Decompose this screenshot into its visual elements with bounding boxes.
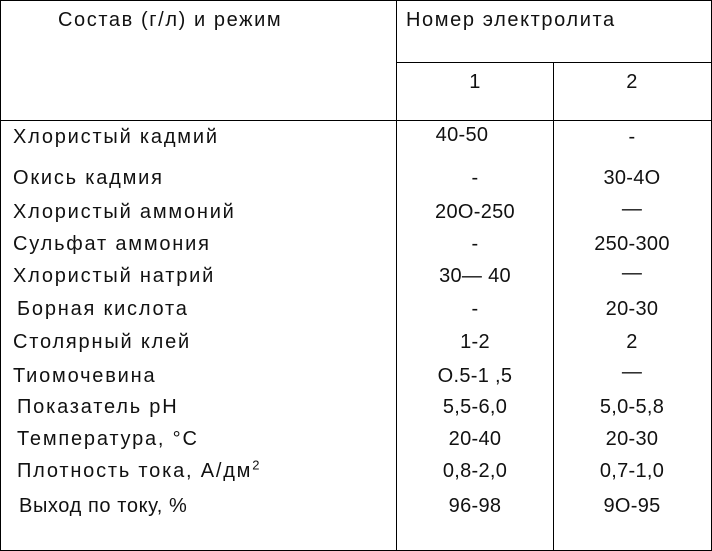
header-composition: Состав (г/л) и режим (58, 9, 283, 31)
row-value-2: — (621, 262, 643, 284)
row-label: Выход по току, % (19, 495, 188, 517)
row-value-2: 9О-95 (603, 495, 661, 517)
row-label: Хлористый натрий (13, 265, 216, 287)
row-value-2: 5,0-5,8 (599, 396, 665, 418)
row-label-superscript: 2 (252, 457, 262, 473)
row-value-2: — (621, 361, 643, 383)
row-value-1: О.5-1 ,5 (437, 365, 513, 387)
row-label: Хлористый аммоний (13, 201, 236, 223)
row-value-1: 20О-250 (435, 201, 515, 223)
header-col-2: 2 (626, 71, 638, 93)
row-value-1: - (471, 233, 479, 255)
row-value-1: - (471, 167, 479, 189)
header-divider (0, 120, 712, 121)
row-label (17, 459, 261, 483)
row-value-1: 30— 40 (439, 265, 511, 287)
row-value-1: 0,8-2,0 (442, 460, 508, 482)
row-value-1: 40-50 (435, 124, 489, 146)
row-value-1: 20-40 (448, 428, 502, 450)
row-value-2: - (628, 126, 636, 148)
row-value-2: 0,7-1,0 (599, 460, 665, 482)
row-value-1: - (471, 298, 479, 320)
row-label: Температура, °С (17, 428, 199, 450)
row-value-2: — (621, 198, 643, 220)
row-label: Окись кадмия (13, 167, 164, 189)
header-col-1: 1 (469, 71, 481, 93)
row-label: Сульфат аммония (13, 233, 211, 255)
row-value-2: 250-300 (594, 233, 670, 255)
row-label: Борная кислота (17, 298, 189, 320)
row-value-1: 96-98 (448, 495, 502, 517)
header-electrolyte-number: Номер электролита (406, 9, 616, 31)
row-value-2: 20-30 (605, 428, 659, 450)
row-value-1: 1-2 (460, 331, 490, 353)
row-label: Показатель pH (17, 396, 179, 418)
row-label-text: Плотность тока, А/дм (17, 460, 253, 482)
subheader-divider (396, 62, 712, 63)
row-value-1: 5,5-6,0 (442, 396, 508, 418)
row-value-2: 2 (626, 331, 638, 353)
row-label: Тиомочевина (13, 365, 157, 387)
row-label: Столярный клей (13, 331, 191, 353)
row-value-2: 30-4О (603, 167, 661, 189)
row-label: Хлористый кадмий (13, 126, 219, 148)
row-value-2: 20-30 (605, 298, 659, 320)
